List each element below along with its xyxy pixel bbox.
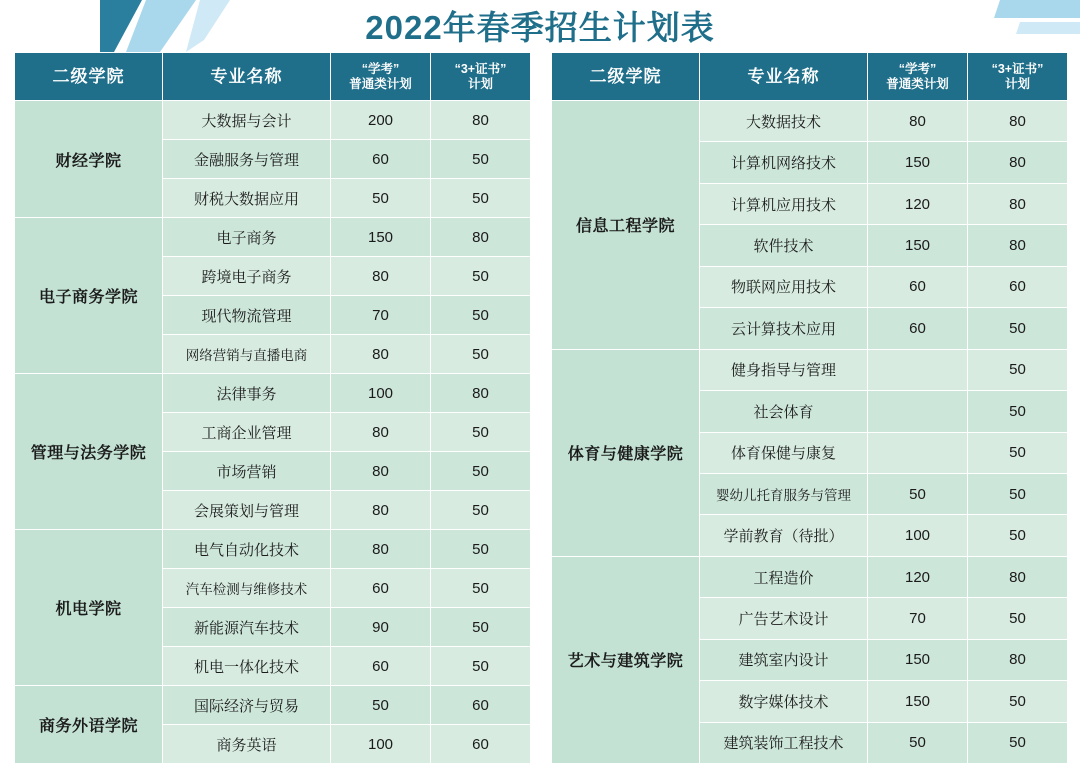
table-header-row [552, 53, 1068, 101]
table-row [552, 349, 1068, 390]
cell-plan-count: 60 [868, 308, 968, 349]
cell-plan-count: 60 [331, 647, 431, 686]
cell-cert-count: 50 [431, 569, 531, 608]
table-header-row [15, 53, 531, 101]
cell-cert-count: 50 [431, 608, 531, 647]
cell-major: 电气自动化技术 [163, 530, 331, 569]
cell-major: 商务英语 [163, 725, 331, 764]
cell-major: 社会体育 [700, 391, 868, 432]
cell-plan-count: 60 [331, 569, 431, 608]
cell-plan-count: 150 [331, 218, 431, 257]
cell-major: 市场营销 [163, 452, 331, 491]
cell-major: 数字媒体技术 [700, 681, 868, 722]
cell-cert-count: 80 [431, 101, 531, 140]
cell-major: 大数据与会计 [163, 101, 331, 140]
cell-cert-count: 50 [968, 473, 1068, 514]
cell-major: 跨境电子商务 [163, 257, 331, 296]
table-row [552, 556, 1068, 597]
cell-plan-count: 50 [868, 473, 968, 514]
cell-college: 体育与健康学院 [552, 349, 700, 556]
cell-plan-count [868, 349, 968, 390]
cell-plan-count: 150 [868, 681, 968, 722]
cell-cert-count: 50 [431, 491, 531, 530]
cell-cert-count: 80 [968, 101, 1068, 142]
cell-plan-count: 150 [868, 639, 968, 680]
cell-plan-count: 60 [868, 266, 968, 307]
cell-plan-count: 80 [331, 491, 431, 530]
cell-cert-count: 50 [431, 296, 531, 335]
cell-plan-count: 70 [868, 598, 968, 639]
cell-college: 机电学院 [15, 530, 163, 686]
cell-cert-count: 80 [968, 183, 1068, 224]
plan-table-right [551, 52, 1068, 764]
cell-college: 财经学院 [15, 101, 163, 218]
cell-major: 金融服务与管理 [163, 140, 331, 179]
cell-major: 物联网应用技术 [700, 266, 868, 307]
cell-plan-count: 50 [868, 722, 968, 763]
cell-plan-count: 200 [331, 101, 431, 140]
cell-cert-count: 50 [431, 647, 531, 686]
table-row [15, 686, 531, 725]
cell-major: 大数据技术 [700, 101, 868, 142]
table-row [15, 530, 531, 569]
cell-plan-count: 150 [868, 225, 968, 266]
cell-major: 计算机网络技术 [700, 142, 868, 183]
column-header-college: 二级学院 [15, 53, 163, 101]
cell-plan-count [868, 391, 968, 432]
cell-cert-count: 50 [968, 598, 1068, 639]
cell-college: 电子商务学院 [15, 218, 163, 374]
column-header-cert-line1: “3+证书” [991, 62, 1044, 77]
cell-cert-count: 80 [431, 374, 531, 413]
cell-major: 新能源汽车技术 [163, 608, 331, 647]
cell-cert-count: 80 [968, 639, 1068, 680]
cell-major: 广告艺术设计 [700, 598, 868, 639]
cell-plan-count: 80 [331, 335, 431, 374]
cell-cert-count: 50 [431, 530, 531, 569]
cell-plan-count: 70 [331, 296, 431, 335]
cell-major: 财税大数据应用 [163, 179, 331, 218]
cell-plan-count: 120 [868, 556, 968, 597]
cell-college: 商务外语学院 [15, 686, 163, 764]
cell-college: 信息工程学院 [552, 101, 700, 350]
cell-cert-count: 80 [431, 218, 531, 257]
column-header-plan-line1: “学考” [361, 62, 400, 77]
cell-major: 婴幼儿托育服务与管理 [700, 473, 868, 514]
cell-cert-count: 50 [431, 179, 531, 218]
cell-major: 工程造价 [700, 556, 868, 597]
cell-plan-count [868, 432, 968, 473]
table-body-right [552, 101, 1068, 764]
cell-major: 网络营销与直播电商 [163, 335, 331, 374]
cell-cert-count: 50 [968, 432, 1068, 473]
cell-major: 云计算技术应用 [700, 308, 868, 349]
cell-cert-count: 50 [968, 515, 1068, 556]
cell-major: 法律事务 [163, 374, 331, 413]
cell-plan-count: 80 [331, 413, 431, 452]
page-title: 2022年春季招生计划表 [365, 9, 715, 46]
cell-cert-count: 50 [968, 308, 1068, 349]
cell-plan-count: 120 [868, 183, 968, 224]
column-header-plan [868, 53, 968, 101]
cell-major: 体育保健与康复 [700, 432, 868, 473]
cell-cert-count: 80 [968, 556, 1068, 597]
cell-plan-count: 80 [868, 101, 968, 142]
cell-plan-count: 100 [331, 374, 431, 413]
cell-college: 管理与法务学院 [15, 374, 163, 530]
cell-plan-count: 50 [331, 686, 431, 725]
cell-cert-count: 50 [968, 391, 1068, 432]
column-header-plan-line1: “学考” [898, 62, 937, 77]
cell-cert-count: 50 [431, 257, 531, 296]
cell-major: 健身指导与管理 [700, 349, 868, 390]
cell-major: 会展策划与管理 [163, 491, 331, 530]
cell-college: 艺术与建筑学院 [552, 556, 700, 763]
column-header-cert [431, 53, 531, 101]
cell-cert-count: 60 [431, 725, 531, 764]
column-header-college: 二级学院 [552, 53, 700, 101]
cell-major: 软件技术 [700, 225, 868, 266]
table-row [15, 374, 531, 413]
column-header-major: 专业名称 [163, 53, 331, 101]
cell-major: 国际经济与贸易 [163, 686, 331, 725]
cell-cert-count: 50 [968, 681, 1068, 722]
column-header-cert-line1: “3+证书” [454, 62, 507, 77]
cell-major: 现代物流管理 [163, 296, 331, 335]
cell-major: 机电一体化技术 [163, 647, 331, 686]
cell-cert-count: 50 [968, 349, 1068, 390]
cell-cert-count: 50 [431, 335, 531, 374]
plan-table-left [14, 52, 531, 764]
table-row [15, 218, 531, 257]
column-header-major: 专业名称 [700, 53, 868, 101]
table-row [552, 101, 1068, 142]
cell-cert-count: 80 [968, 142, 1068, 183]
column-header-plan-line2: 普通类计划 [349, 76, 412, 91]
cell-major: 电子商务 [163, 218, 331, 257]
cell-plan-count: 150 [868, 142, 968, 183]
cell-cert-count: 50 [431, 140, 531, 179]
cell-plan-count: 60 [331, 140, 431, 179]
cell-major: 建筑室内设计 [700, 639, 868, 680]
cell-major: 计算机应用技术 [700, 183, 868, 224]
table-body-left [15, 101, 531, 764]
tables-container [14, 52, 1066, 764]
cell-plan-count: 90 [331, 608, 431, 647]
column-header-cert-line2: 计划 [467, 76, 493, 91]
cell-cert-count: 50 [431, 452, 531, 491]
table-row [15, 101, 531, 140]
cell-major: 汽车检测与维修技术 [163, 569, 331, 608]
cell-cert-count: 60 [968, 266, 1068, 307]
cell-plan-count: 80 [331, 530, 431, 569]
cell-cert-count: 80 [968, 225, 1068, 266]
cell-plan-count: 100 [868, 515, 968, 556]
cell-cert-count: 60 [431, 686, 531, 725]
cell-plan-count: 100 [331, 725, 431, 764]
column-header-cert [968, 53, 1068, 101]
cell-plan-count: 50 [331, 179, 431, 218]
column-header-cert-line2: 计划 [1004, 76, 1030, 91]
cell-cert-count: 50 [431, 413, 531, 452]
cell-plan-count: 80 [331, 452, 431, 491]
cell-cert-count: 50 [968, 722, 1068, 763]
cell-major: 学前教育（待批） [700, 515, 868, 556]
column-header-plan [331, 53, 431, 101]
cell-major: 工商企业管理 [163, 413, 331, 452]
column-header-plan-line2: 普通类计划 [886, 76, 949, 91]
cell-major: 建筑装饰工程技术 [700, 722, 868, 763]
cell-plan-count: 80 [331, 257, 431, 296]
